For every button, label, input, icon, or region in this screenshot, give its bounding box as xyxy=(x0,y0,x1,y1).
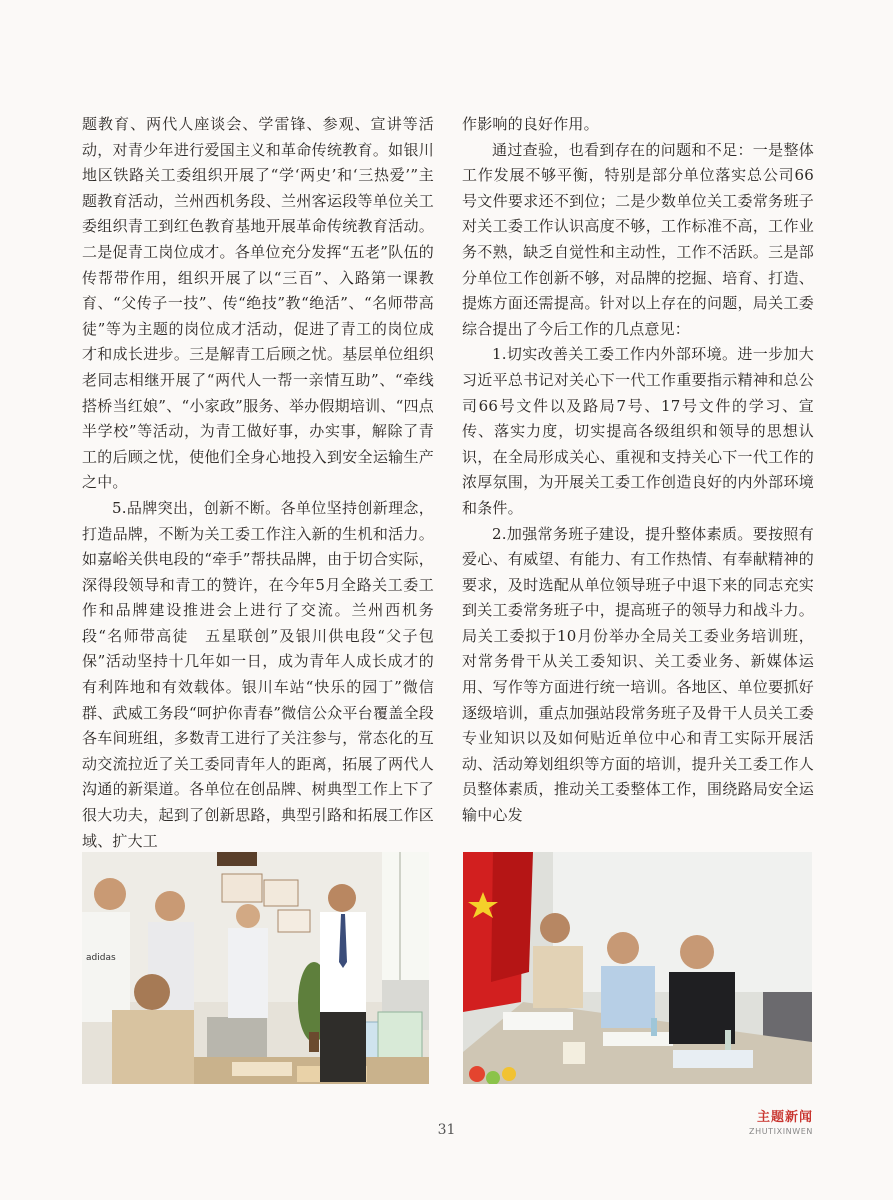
brand-subtitle: ZHUTIXINWEN xyxy=(749,1127,813,1136)
brand-title: 主题新闻 xyxy=(756,1110,813,1125)
right-paragraph-3: 2.加强常务班子建设，提升整体素质。要按照有爱心、有威望、有能力、有工作热情、有奉献精神的要求，及时选配从单位领导班子中退下来的同志充实到关工委常务班子中，提高班子的领导力和战斗力。局关工委拟于10月份举办全局关工委业务培训班，对常务骨干从关工委知识、关工委业务、新媒体运用、写作等方面进行统一培训。各地区、单位要抓好逐级培训，重点加强站段常务班子及骨干人员关工委专业知识以及如何贴近单位中心和青工实际开展活动、活动筹划组织等方面的培训，提升关工委工作人员整体素质，推动关工委整体工作，围绕路局安全运输中心发 xyxy=(462,524,814,825)
right-paragraph-1: 通过查验，也看到存在的问题和不足：一是整体工作发展不够平衡，特别是部分单位落实总公司66号文件要求还不到位；二是少数单位关工委常务班子对关工委工作认识高度不够，工作标准不高，工作业务不熟，缺乏自觉性和主动性，工作不活跃。三是部分单位工作创新不够，对品牌的挖掘、培育、打造、提炼方面还需提高。针对以上存在的问题，局关工委综合提出了今后工作的几点意见： xyxy=(462,140,814,338)
photo-exhibition-visit xyxy=(82,852,429,1084)
left-paragraph-1: 题教育、两代人座谈会、学雷锋、参观、宣讲等活动，对青少年进行爱国主义和革命传统教育。如银川地区铁路关工委组织开展了“学‘两史’和‘三热爱’”主题教育活动，兰州西机务段、兰州客运段等单位关工委组织青工到红色教育基地开展革命传统教育活动。二是促青工岗位成才。各单位充分发挥“五老”队伍的传帮带作用，组织开展了以“三百”、入路第一课教育、“父传子一技”、传“绝技”教“绝活”、“名师带高徒”等为主题的岗位成才活动，促进了青工的岗位成才和成长进步。三是解青工后顾之忧。基层单位组织老同志相继开展了“两代人一帮一亲情互助”、“牵线搭桥当红娘”、“小家政”服务、举办假期培训、“四点半学校”等活动，为青工做好事，办实事，解除了青工的后顾之忧，使他们全身心地投入到安全运输生产之中。 xyxy=(82,115,434,492)
meeting-photo-illustration xyxy=(463,852,812,1084)
photo-meeting-review xyxy=(463,852,812,1084)
page-number: 31 xyxy=(437,1122,456,1138)
tshirt-logo-text: adidas xyxy=(86,953,116,963)
right-paragraph-0: 作影响的良好作用。 xyxy=(462,115,599,133)
section-brand xyxy=(749,1110,813,1138)
left-paragraph-2: 5.品牌突出，创新不断。各单位坚持创新理念，打造品牌，不断为关工委工作注入新的生机和活力。如嘉峪关供电段的“牵手”帮扶品牌，由于切合实际，深得段领导和青工的赞许，在今年5月全路关工委工作和品牌建设推进会上进行了交流。兰州西机务段“名师带高徒 五星联创”及银川供电段“父子包保”活动坚持十几年如一日，成为青年人成长成才的有利阵地和有效载体。银川车站“快乐的园丁”微信群、武威工务段“呵护你青春”微信公众平台覆盖全段各车间班组，多数青工进行了关注参与，常态化的互动交流拉近了关工委同青年人的距离，拓展了两代人沟通的新渠道。各单位在创品牌、树典型工作上下了很大功夫，起到了创新思路，典型引路和拓展工作区域、扩大工 xyxy=(82,498,434,850)
left-text-column xyxy=(82,112,434,854)
right-paragraph-2: 1.切实改善关工委工作内外部环境。进一步加大习近平总书记对关心下一代工作重要指示精神和总公司66号文件以及路局7号、17号文件的学习、宣传、落实力度，切实提高各级组织和领导的思想认识，在全局形成关心、重视和支持关心下一代工作的浓厚氛围，为开展关工委工作创造良好的内外部环境和条件。 xyxy=(462,345,814,517)
exhibition-photo-illustration xyxy=(82,852,429,1084)
right-text-column xyxy=(462,112,814,829)
